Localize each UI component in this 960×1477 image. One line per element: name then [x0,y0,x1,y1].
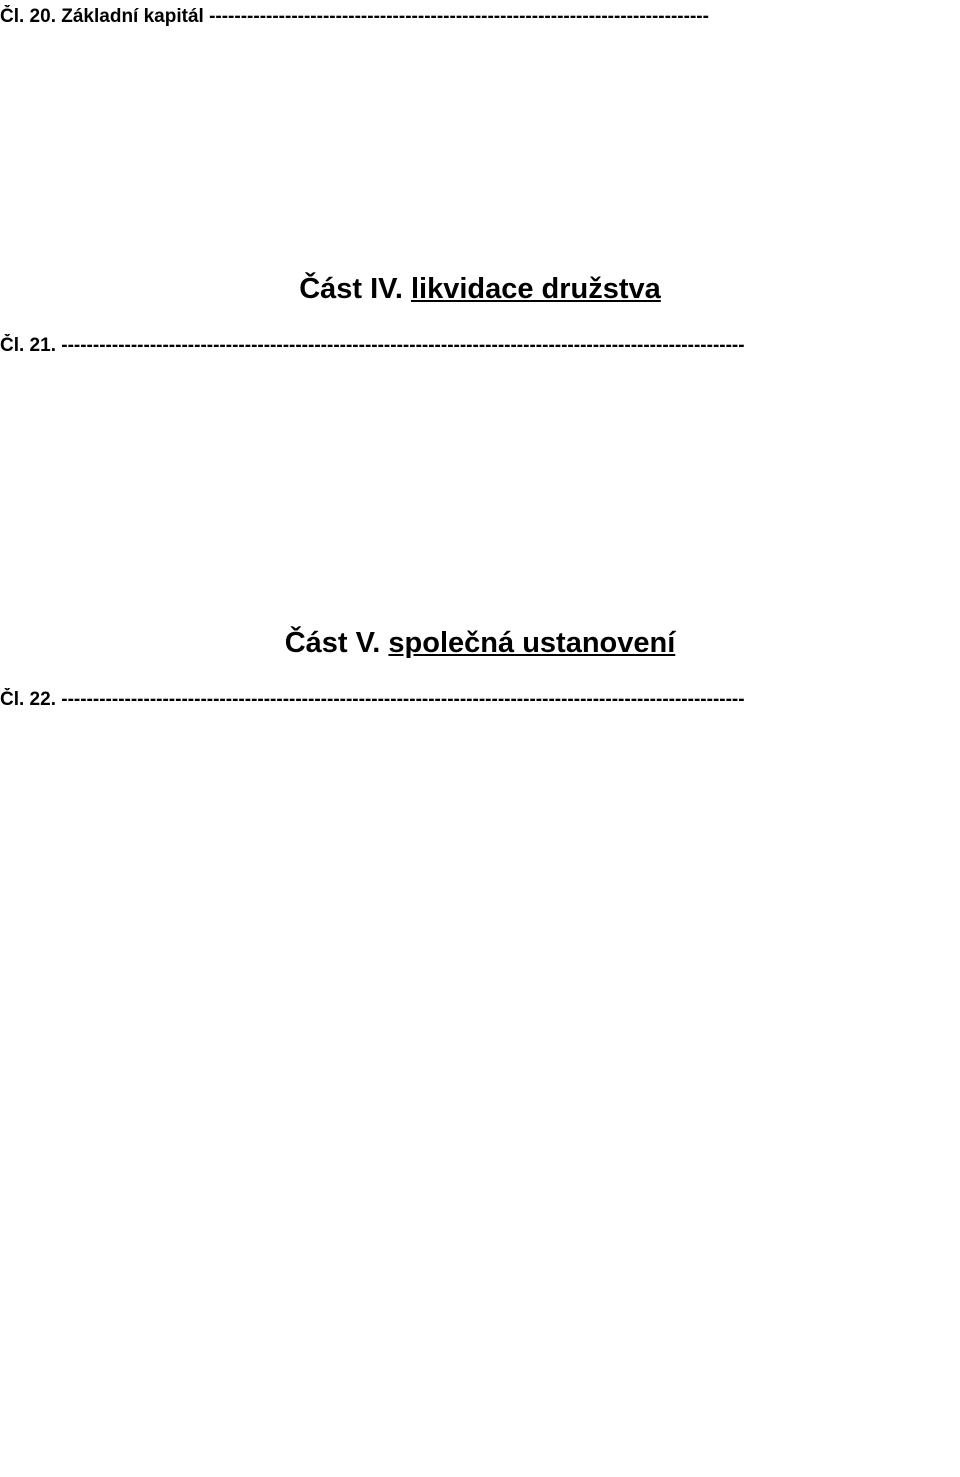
part-4-heading [0,272,960,306]
article-21-title: Čl. 21. ------------------------------------------------------------------------------------------------------------ [0,335,745,356]
part-5-title: společná ustanovení [388,627,676,659]
article-20-title: Čl. 20. Základní kapitál ------------------------------------------------------------------------------- [0,6,709,27]
article-22-title: Čl. 22. ------------------------------------------------------------------------------------------------------------ [0,689,745,710]
part-4-title: likvidace družstva [410,273,661,305]
part-5-number: Část V. [284,627,381,659]
part-5-heading [0,626,960,660]
part-4-number: Část IV. [299,273,403,305]
